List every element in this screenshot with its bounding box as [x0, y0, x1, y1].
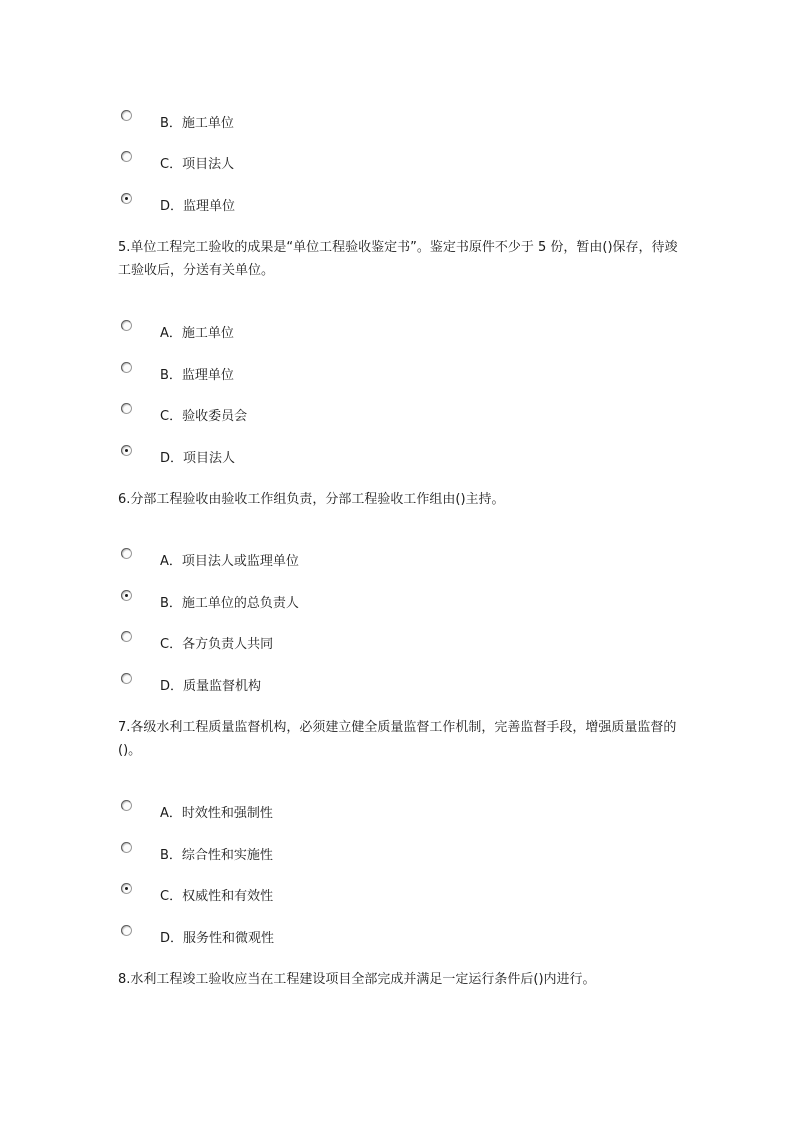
q6-option-a[interactable] [121, 548, 521, 572]
q7-option-d[interactable] [121, 925, 521, 949]
radio-button[interactable] [121, 548, 132, 559]
q6-option-b[interactable] [121, 590, 521, 614]
option-label: C．项目法人 [160, 157, 235, 172]
q7-option-a[interactable] [121, 800, 521, 824]
radio-button[interactable] [121, 110, 132, 121]
question-7: 7.各级水利工程质量监督机构，必须建立健全质量监督工作机制，完善监督手段，增强质量监督的()。 [118, 720, 677, 758]
question-6: 6.分部工程验收由验收工作组负责，分部工程验收工作组由()主持。 [118, 492, 505, 507]
q5-option-a[interactable] [121, 320, 521, 344]
radio-button-selected[interactable] [121, 883, 132, 894]
option-label: B．综合性和实施性 [160, 848, 273, 863]
radio-button[interactable] [121, 403, 132, 414]
option-label: C．验收委员会 [160, 409, 248, 424]
option-label: B．监理单位 [160, 368, 234, 383]
q5-option-b[interactable] [121, 362, 521, 386]
radio-button[interactable] [121, 925, 132, 936]
radio-button[interactable] [121, 631, 132, 642]
option-label: D．项目法人 [160, 451, 236, 466]
radio-button[interactable] [121, 320, 132, 331]
q5-option-c[interactable] [121, 403, 521, 427]
option-label: C．权威性和有效性 [160, 889, 274, 904]
q7-option-c[interactable] [121, 883, 521, 907]
radio-button[interactable] [121, 842, 132, 853]
q4-option-c[interactable] [121, 151, 521, 175]
q6-option-d[interactable] [121, 673, 521, 697]
option-label: D．服务性和微观性 [160, 931, 275, 946]
q4-option-d[interactable] [121, 193, 521, 217]
radio-button[interactable] [121, 673, 132, 684]
q6-option-c[interactable] [121, 631, 521, 655]
option-label: B．施工单位 [160, 116, 234, 131]
option-label: D．监理单位 [160, 199, 236, 214]
q5-option-d[interactable] [121, 445, 521, 469]
radio-button-selected[interactable] [121, 445, 132, 456]
radio-button[interactable] [121, 362, 132, 373]
radio-button[interactable] [121, 151, 132, 162]
q7-option-b[interactable] [121, 842, 521, 866]
option-label: A．施工单位 [160, 326, 234, 341]
question-5: 5.单位工程完工验收的成果是“单位工程验收鉴定书”。鉴定书原件不少于 5 份，暂由()保存，待竣工验收后，分送有关单位。 [118, 240, 678, 278]
radio-button-selected[interactable] [121, 193, 132, 204]
option-label: B．施工单位的总负责人 [160, 596, 299, 611]
option-label: C．各方负责人共同 [160, 637, 274, 652]
option-label: A．时效性和强制性 [160, 806, 273, 821]
radio-button[interactable] [121, 800, 132, 811]
radio-button-selected[interactable] [121, 590, 132, 601]
q4-option-b[interactable] [121, 110, 521, 134]
question-8: 8.水利工程竣工验收应当在工程建设项目全部完成并满足一定运行条件后()内进行。 [118, 972, 596, 987]
option-label: A．项目法人或监理单位 [160, 554, 299, 569]
option-label: D．质量监督机构 [160, 679, 262, 694]
